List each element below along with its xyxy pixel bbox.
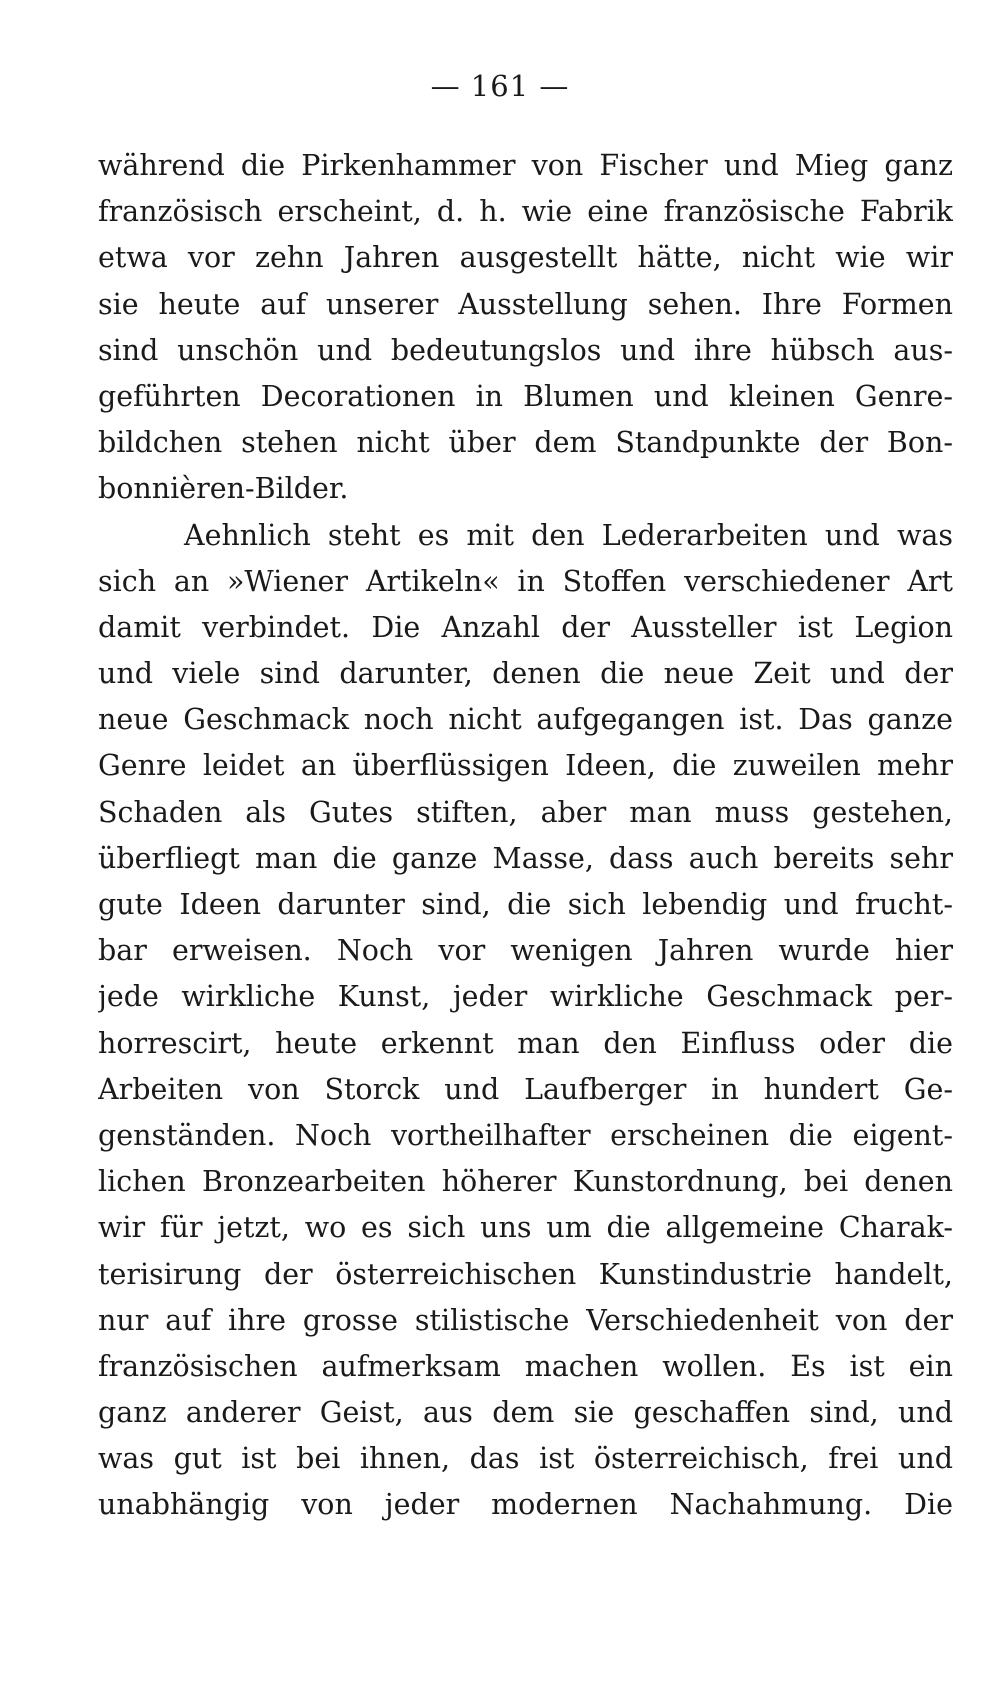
text-line: französisch erscheint, d. h. wie eine französische Fabrik bbox=[98, 195, 953, 229]
text-line: bildchen stehen nicht über dem Standpunkte der Bon- bbox=[98, 426, 953, 460]
text-line: unabhängig von jeder modernen Nachahmung. Die bbox=[98, 1488, 953, 1522]
text-line: gute Ideen darunter sind, die sich lebendig und frucht- bbox=[98, 888, 953, 921]
text-line: und viele sind darunter, denen die neue Zeit und der bbox=[98, 657, 953, 691]
text-line: jede wirkliche Kunst, jeder wirkliche Geschmack per- bbox=[98, 980, 953, 1014]
text-line: Schaden als Gutes stiften, aber man muss gestehen, bbox=[98, 795, 953, 829]
text-line: Genre leidet an überflüssigen Ideen, die zuweilen mehr bbox=[98, 749, 953, 783]
text-line: etwa vor zehn Jahren ausgestellt hätte, nicht wie wir bbox=[98, 241, 953, 275]
text-line: was gut ist bei ihnen, das ist österreichisch, frei und bbox=[98, 1442, 953, 1476]
text-line: terisirung der österreichischen Kunstindustrie handelt, bbox=[98, 1257, 953, 1291]
text-line: Aehnlich steht es mit den Lederarbeiten und was bbox=[184, 518, 953, 552]
text-line: bar erweisen. Noch vor wenigen Jahren wurde hier bbox=[98, 934, 953, 968]
text-line: französischen aufmerksam machen wollen. Es ist ein bbox=[98, 1349, 953, 1383]
text-line: nur auf ihre grosse stilistische Verschiedenheit von der bbox=[98, 1303, 953, 1337]
text-line: sie heute auf unserer Ausstellung sehen. Ihre Formen bbox=[98, 287, 953, 321]
text-line: lichen Bronzearbeiten höherer Kunstordnung, bei denen bbox=[98, 1165, 953, 1199]
text-line: überfliegt man die ganze Masse, dass auch bereits sehr bbox=[98, 841, 953, 875]
page-number: — 161 — bbox=[430, 69, 570, 103]
text-line: horrescirt, heute erkennt man den Einfluss oder die bbox=[98, 1026, 953, 1060]
text-line: während die Pirkenhammer von Fischer und Mieg ganz bbox=[98, 149, 953, 182]
text-line: sich an »Wiener Artikeln« in Stoffen verschiedener Art bbox=[98, 564, 953, 598]
text-line: bonnièren-Bilder. bbox=[98, 472, 349, 506]
text-line: Arbeiten von Storck und Laufberger in hundert Ge- bbox=[98, 1072, 953, 1106]
text-line: sind unschön und bedeutungslos und ihre hübsch aus- bbox=[98, 333, 953, 367]
body-text bbox=[98, 143, 953, 1529]
text-line: damit verbindet. Die Anzahl der Aussteller ist Legion bbox=[98, 610, 953, 644]
text-line: neue Geschmack noch nicht aufgegangen ist. Das ganze bbox=[98, 703, 953, 737]
text-line: wir für jetzt, wo es sich uns um die allgemeine Charak- bbox=[98, 1211, 953, 1245]
text-line: geführten Decorationen in Blumen und kleinen Genre- bbox=[98, 379, 953, 413]
text-line: ganz anderer Geist, aus dem sie geschaffen sind, und bbox=[98, 1396, 953, 1430]
text-line: genständen. Noch vortheilhafter erscheinen die eigent- bbox=[98, 1118, 953, 1152]
